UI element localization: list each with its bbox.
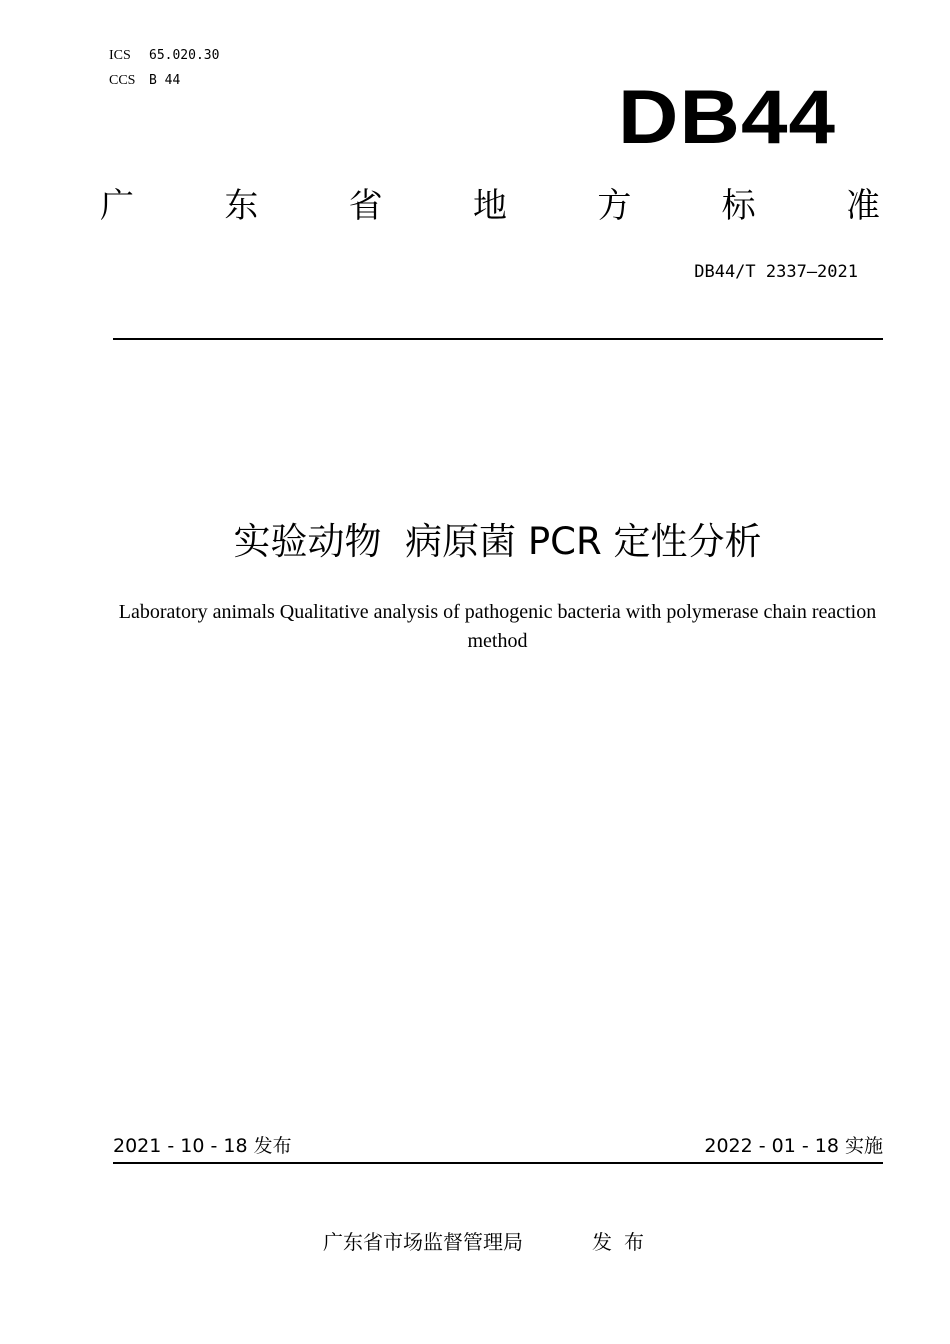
document-title-en: Laboratory animals Qualitative analysis of pathogenic bacteria with polymerase chain reaction method: [118, 601, 877, 652]
ccs-value: B 44: [149, 73, 181, 88]
footer-divider: [113, 1162, 883, 1164]
document-title-zh: 实验动物 病原菌 PCR 定性分析: [233, 520, 762, 563]
issuer-name: 广东省市场监督管理局: [323, 1230, 523, 1254]
category-char: 方: [597, 186, 632, 226]
category-char: 东: [224, 186, 259, 226]
category-char: 标: [721, 186, 756, 226]
ccs-code: [109, 71, 180, 90]
category-char: 省: [348, 186, 383, 226]
db44-logo: DB44: [618, 75, 837, 160]
category-char: 地: [472, 186, 507, 226]
category-char: 准: [845, 186, 880, 226]
ics-label: ICS: [109, 48, 131, 63]
category-char: 广: [100, 186, 134, 226]
issuer-action: 发布: [592, 1230, 656, 1254]
ccs-label: CCS: [109, 73, 136, 88]
ics-code: [109, 46, 219, 65]
issue-date: 2021 - 10 - 18 发布: [113, 1135, 292, 1157]
standard-category-heading: [100, 180, 880, 232]
standard-number: DB44/T 2337—2021: [694, 262, 858, 282]
header-divider: [113, 338, 883, 340]
ics-value: 65.020.30: [149, 48, 220, 63]
implementation-date: 2022 - 01 - 18 实施: [704, 1135, 883, 1157]
